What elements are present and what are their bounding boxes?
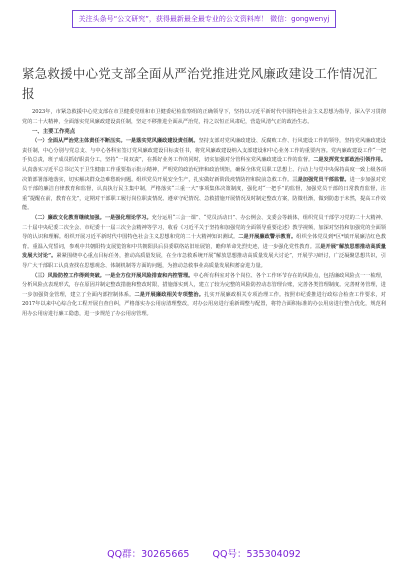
- item-lead: （二）廉政文化教育继续加强。: [32, 214, 105, 221]
- item-text: 认真落实习近平总书记关于卫生健康工作重要指示批示精神，严明党的政治纪律和政治规矩，确保全体党员职工思想上、行动上与党中央保持高度一致上级各项决策部署落地落实，切实解决群众急难愁盼问题。组织党员开展安全生产，扎实做好新阶段疫情防控和院前急救工作。: [22, 166, 386, 183]
- item-text: 中心所有科室对各个岗位、各个工作环节存在的风险点，包括廉政风险点一一梳理，分析风险点表现形式，存在原因并制定整改措施和整改时限，措施落实到人，建立了较为完整的风险防控动态管理台账，完善各类管理制度。完善财务管理，进一步加强资金管理，建立了全面内部控制体系。: [22, 272, 386, 298]
- item-paragraph-2: [22, 214, 386, 272]
- item-paragraph-3: [22, 272, 386, 320]
- item-text: 充分运用“三会一课”、“党员活动日”、办公例会、支委会等载体，组织党员干部学习党的二十大精神、二十届中央纪委二次全会、市纪委十一届三次全会精神等学习，收看《习近平关于坚持和加强党的全面领导重要论述》教学视频，加深对坚持和加强党的全面领导的认识和理解。组织开展习近平新时代中国特色社会主义思想和党的二十大精神知识测试。: [22, 214, 386, 241]
- promo-banner: [0, 6, 408, 28]
- section-heading: 一、主要工作亮点: [32, 129, 76, 136]
- item-text: 紧紧围绕中心重点目标任务，推动高质量发展，在全市急救系统开展“解放思想推动高质量发展大讨论”，开展学习研讨，广泛凝聚思想共识，引导广大干部职工认真查找在思想观念、体制机制等方面的问题，为推动急救事业高质量发展积蓄奋进力量。: [22, 253, 386, 269]
- document-title: 紧急救援中心党支部全面从严治党推进党风廉政建设工作情况汇报: [22, 66, 378, 101]
- item-text: 组织全体党员到*区*镇开展廉洁红色教育。重温入党誓词，参观中共朝阳特支展览馆和中共朝阳县后县委联络站旧址展馆，瞻仰革命先烈史迹，进一步强化党性教育。: [22, 234, 386, 250]
- item-point: 一是强化理论学习。: [104, 214, 152, 221]
- item-point: 一是落实党风廉政建设责任制。: [125, 138, 199, 145]
- item-text: 坚持支部对党风廉政建设、反腐败工作、行风建设工作的领导，坚持党风廉政建设责任制，中心分别与党总支、与中心各科室签订党风廉政建设目标责任书，将党风廉政建设纳入支部建设和中心业务工作的重要内容。党内廉政建设工作“一把手负总责，班子成员抓好职责分工，坚持“一岗双责”，在抓好业务工作的同时，切实加强对分管科室党风廉政建设工作的监督。: [22, 138, 386, 164]
- promo-banner-text: 关注头条号“公文研究”，获得最新最全最专业的公文资料库！ 微信：gongwenyj: [72, 10, 337, 28]
- item-point: 三是开展“解放思想推动高质量发展大讨论”。: [22, 243, 386, 260]
- item-point: 三是加强党员干部监督。: [292, 176, 350, 183]
- qq-number-text: QQ号：535304092: [212, 549, 301, 560]
- item-lead: （一）全面从严治党主体责任不断压实。: [32, 138, 126, 145]
- item-text: 扎实开展廉政相关专项治理工作。按照市纪委推进行政综合检查工作要求，对2017年以来中心综合化工程开展自查自纠，严格落实办公用房清理整改，对办公用房进行重新调整与配置，将符合面积标准的办公用房进行整合优化，规范利用办公用房进行廉工隐患，进一步规范了办公用房管理。: [22, 291, 386, 317]
- intro-paragraph: 2023年，市紧急救援中心党支部在市卫健委党组和市卫健委纪检监察组的正确领导下，坚持以习近平新时代中国特色社会主义思想为指导，深入学习贯彻党的二十大精神，全面落实党风廉政建设责任制，坚定不移推进全面从严治党，持之以恒正风肃纪，营造风清气正的政治生态。: [22, 109, 386, 125]
- item-point: 二是开展廉政相关专项整治。: [134, 291, 205, 298]
- document-body: [22, 108, 386, 319]
- contact-footer: [0, 546, 408, 560]
- item-text: 进一步加强对党员干部的廉洁自律教育和监督，认真执行民主集中制，严格落实“三重一大”事项集体决策制度，强化对“一把手”的监督，加强党员干部的日常教育监督，注重“提醒在前，教育在先”，定期对干部职工履行岗位职责情况、遵章守纪情况、急救措施开展情况及时制定整改方案，防微杜渐，做到防患于未然，提高工作效能。: [22, 176, 386, 212]
- item-paragraph-1: [22, 137, 386, 214]
- qq-group-text: QQ群：30265665: [107, 549, 190, 560]
- item-point: 二是开展廉政警示教育。: [238, 234, 297, 241]
- item-point: 二是发挥党支部政治引领作用。: [313, 157, 386, 164]
- item-point: 一是全方位开展风险排查和内控管理。: [104, 272, 194, 279]
- item-lead: （三）风险防控工作得到突破。: [32, 272, 105, 279]
